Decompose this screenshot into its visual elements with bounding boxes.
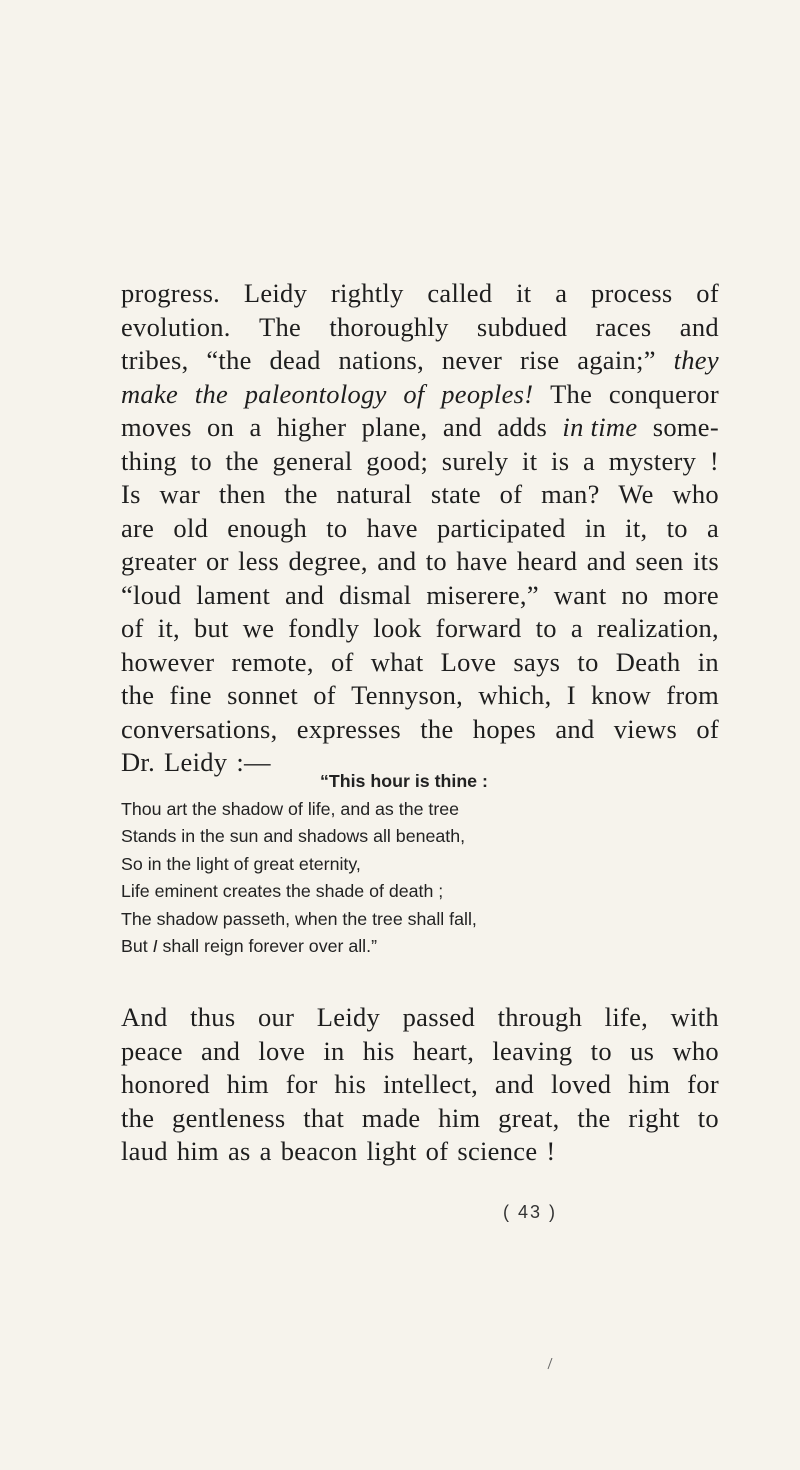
word: him <box>176 1136 219 1166</box>
word: of <box>121 613 144 643</box>
word: of <box>696 713 719 744</box>
word: never <box>441 345 503 375</box>
word: nations, <box>338 345 425 375</box>
word: races <box>595 311 652 342</box>
word: from <box>666 680 719 710</box>
word: to <box>666 512 688 543</box>
poem-line: Life eminent creates the shade of death ; <box>121 881 444 901</box>
poem-line: So in the light of great eternity, <box>121 853 361 874</box>
poem-line <box>121 933 719 961</box>
word: Love <box>440 646 497 677</box>
word: mystery <box>608 445 697 476</box>
word: know <box>591 680 652 710</box>
word: and <box>494 1069 535 1099</box>
word: to <box>535 613 557 643</box>
word: some- <box>652 412 719 442</box>
word: fondly <box>288 613 360 643</box>
paragraph-2-line <box>121 1035 719 1069</box>
word: dismal <box>339 579 412 610</box>
word: to <box>697 1102 719 1133</box>
word: of <box>696 278 719 308</box>
word: life, <box>604 1002 649 1032</box>
word: gentleness <box>172 1102 286 1133</box>
word: its <box>693 546 719 576</box>
word: man? <box>541 479 600 509</box>
word: that <box>303 1102 345 1133</box>
word: are <box>121 512 155 543</box>
word: in time <box>562 412 638 442</box>
word: heard <box>517 546 578 576</box>
word: in <box>584 512 607 543</box>
word: and <box>284 579 325 610</box>
word: heart, <box>412 1035 475 1066</box>
poem-line-part: shall reign forever over all.” <box>157 936 377 956</box>
paragraph-1-line <box>121 344 719 378</box>
word: or <box>206 546 229 576</box>
word: The <box>550 378 593 409</box>
paragraph-1-line <box>121 277 719 311</box>
word: and <box>377 546 417 576</box>
word: the <box>225 445 259 476</box>
word: through <box>497 1002 583 1032</box>
poem-line: The shadow passeth, when the tree shall fall, <box>121 908 477 929</box>
word: says <box>513 646 561 677</box>
word: laud <box>121 1136 168 1166</box>
word: leaving <box>492 1035 573 1066</box>
word: of <box>330 646 354 677</box>
word: thing <box>121 445 177 476</box>
scan-speck-mark <box>547 1358 553 1370</box>
word: dead <box>269 345 321 375</box>
paragraph-leidy-evolution <box>121 277 719 780</box>
word: however <box>121 646 215 677</box>
word: fine <box>169 680 212 710</box>
word: who <box>672 479 719 509</box>
word: it <box>522 445 538 476</box>
word: made <box>361 1102 421 1133</box>
word: The <box>258 311 302 342</box>
word: want <box>553 579 607 610</box>
word: of <box>403 378 425 409</box>
word: greater <box>121 546 197 576</box>
word: less <box>238 546 280 576</box>
word: his <box>362 1035 395 1066</box>
word: general <box>272 445 353 476</box>
word: us <box>630 1035 655 1066</box>
word: him <box>226 1069 269 1099</box>
word: the <box>577 1102 611 1133</box>
word: who <box>672 1035 719 1066</box>
word: Tennyson, <box>351 680 464 710</box>
word: rise <box>519 345 560 375</box>
word: remote, <box>231 646 314 677</box>
word: Is <box>121 479 141 509</box>
word: forward <box>435 613 522 643</box>
poem-line-part: I <box>152 936 158 956</box>
word: and <box>679 311 719 342</box>
word: honored <box>121 1069 210 1099</box>
word: it <box>516 278 532 308</box>
word: the <box>194 378 229 409</box>
word: of <box>313 680 336 710</box>
word: ! <box>709 445 719 476</box>
word: good; <box>366 445 429 476</box>
word: to <box>190 445 212 476</box>
paragraph-1-line <box>121 378 719 412</box>
word: loved <box>550 1069 612 1099</box>
word: peace <box>121 1035 183 1066</box>
paragraph-2-line <box>121 1102 719 1136</box>
word: a <box>249 412 262 442</box>
word: lament <box>196 579 271 610</box>
word: is <box>551 445 570 476</box>
word: and <box>586 546 626 576</box>
word: state <box>430 479 481 509</box>
word: called <box>427 278 493 308</box>
word: have <box>366 512 418 543</box>
word: him <box>438 1102 481 1133</box>
word: process <box>590 278 673 308</box>
word: him <box>628 1069 671 1099</box>
word: moves <box>121 412 192 442</box>
word: tribes, <box>121 345 189 375</box>
word: of <box>499 479 523 509</box>
poem-line-part: But <box>121 936 153 956</box>
word: to <box>577 646 599 677</box>
word: participated <box>436 512 566 543</box>
word: thoroughly <box>329 311 449 342</box>
word: paleontology <box>244 378 387 409</box>
paragraph-1-line <box>121 545 719 579</box>
word: the <box>121 680 155 710</box>
word: plane, <box>361 412 428 442</box>
word: thus <box>190 1002 236 1032</box>
word: realization, <box>596 613 719 643</box>
word: but <box>193 613 229 643</box>
word: the <box>284 479 318 509</box>
word: look <box>373 613 422 643</box>
word: enough <box>227 512 308 543</box>
word: :— <box>236 747 271 777</box>
paragraph-1-line <box>121 478 719 512</box>
word: hopes <box>472 713 537 744</box>
word: have <box>456 546 508 576</box>
poem-line: Stands in the sun and shadows all beneath, <box>121 826 466 846</box>
word: Leidy <box>164 747 228 777</box>
word: and <box>442 412 482 442</box>
word: science <box>457 1136 538 1166</box>
word: And <box>121 1002 168 1032</box>
word: adds <box>497 412 548 442</box>
word: views <box>613 713 678 744</box>
paragraph-1-line <box>121 713 719 747</box>
page-number: ( 43 ) <box>503 1202 558 1222</box>
paragraph-1-line <box>121 612 719 646</box>
word: as <box>227 1136 251 1166</box>
word: beacon <box>280 1136 358 1166</box>
word: the <box>121 1102 155 1133</box>
word: a <box>582 445 596 476</box>
word: our <box>258 1002 295 1032</box>
paragraph-1-line <box>121 311 719 345</box>
word: passed <box>402 1002 476 1032</box>
word: “loud <box>121 579 182 610</box>
word: surely <box>441 445 509 476</box>
paragraph-1-line <box>121 579 719 613</box>
word: evolution. <box>121 311 231 342</box>
word: which, <box>478 680 552 710</box>
word: and <box>201 1035 241 1066</box>
paragraph-1-line <box>121 646 719 680</box>
word: higher <box>276 412 347 442</box>
word: sonnet <box>227 680 299 710</box>
word: for <box>687 1069 719 1099</box>
paragraph-1-line <box>121 411 719 445</box>
word: miserere,” <box>426 579 539 610</box>
paragraph-1-line <box>121 512 719 546</box>
paragraph-2-line <box>121 1068 719 1102</box>
paragraph-1-line <box>121 679 719 713</box>
word: to <box>326 512 348 543</box>
word: conversations, <box>121 713 278 744</box>
word: it, <box>625 512 648 543</box>
word: degree, <box>288 546 368 576</box>
word: make <box>121 378 179 409</box>
paragraph-1-line <box>121 445 719 479</box>
word: no <box>621 579 649 610</box>
word: they <box>673 345 719 375</box>
word: old <box>173 512 209 543</box>
word: Leidy <box>243 278 308 308</box>
word: a <box>259 1136 272 1166</box>
word: with <box>670 1002 719 1032</box>
word: to <box>590 1035 612 1066</box>
word: in <box>697 646 719 677</box>
word: progress. <box>121 278 221 308</box>
word: Leidy <box>316 1002 381 1032</box>
word: it, <box>157 613 180 643</box>
word: intellect, <box>383 1069 479 1099</box>
word: his <box>334 1069 367 1099</box>
word: expresses <box>296 713 402 744</box>
word: a <box>706 512 719 543</box>
word: subdued <box>476 311 568 342</box>
word: right <box>628 1102 680 1133</box>
word: we <box>242 613 275 643</box>
word: light <box>366 1136 417 1166</box>
poem-line: “This hour is thine : <box>320 771 488 791</box>
word: to <box>425 546 447 576</box>
word: Death <box>615 646 681 677</box>
word: what <box>370 646 424 677</box>
word: a <box>570 613 583 643</box>
word: again;” <box>577 345 656 375</box>
word: We <box>618 479 654 509</box>
word: the <box>420 713 454 744</box>
word: on <box>207 412 235 442</box>
word: peoples! <box>441 378 534 409</box>
word: seen <box>635 546 684 576</box>
paragraph-2-line <box>121 1135 719 1169</box>
word: conqueror <box>608 378 719 409</box>
word: natural <box>336 479 413 509</box>
word: for <box>285 1069 318 1099</box>
paragraph-2-line <box>121 1001 719 1035</box>
word: in <box>323 1035 345 1066</box>
word: rightly <box>330 278 404 308</box>
word: and <box>555 713 595 744</box>
word: “the <box>206 345 252 375</box>
word: war <box>159 479 201 509</box>
word: Dr. <box>121 747 156 777</box>
poem-line: Thou art the shadow of life, and as the tree <box>121 798 460 819</box>
word: love <box>258 1035 306 1066</box>
word: of <box>425 1136 449 1166</box>
paragraph-leidy-life <box>121 1001 719 1169</box>
word: more <box>663 579 719 610</box>
word: a <box>555 278 568 308</box>
word: great, <box>498 1102 560 1133</box>
word: ! <box>546 1136 556 1166</box>
word: I <box>566 680 576 710</box>
word: then <box>218 479 266 509</box>
tennyson-sonnet-quote <box>121 768 719 961</box>
